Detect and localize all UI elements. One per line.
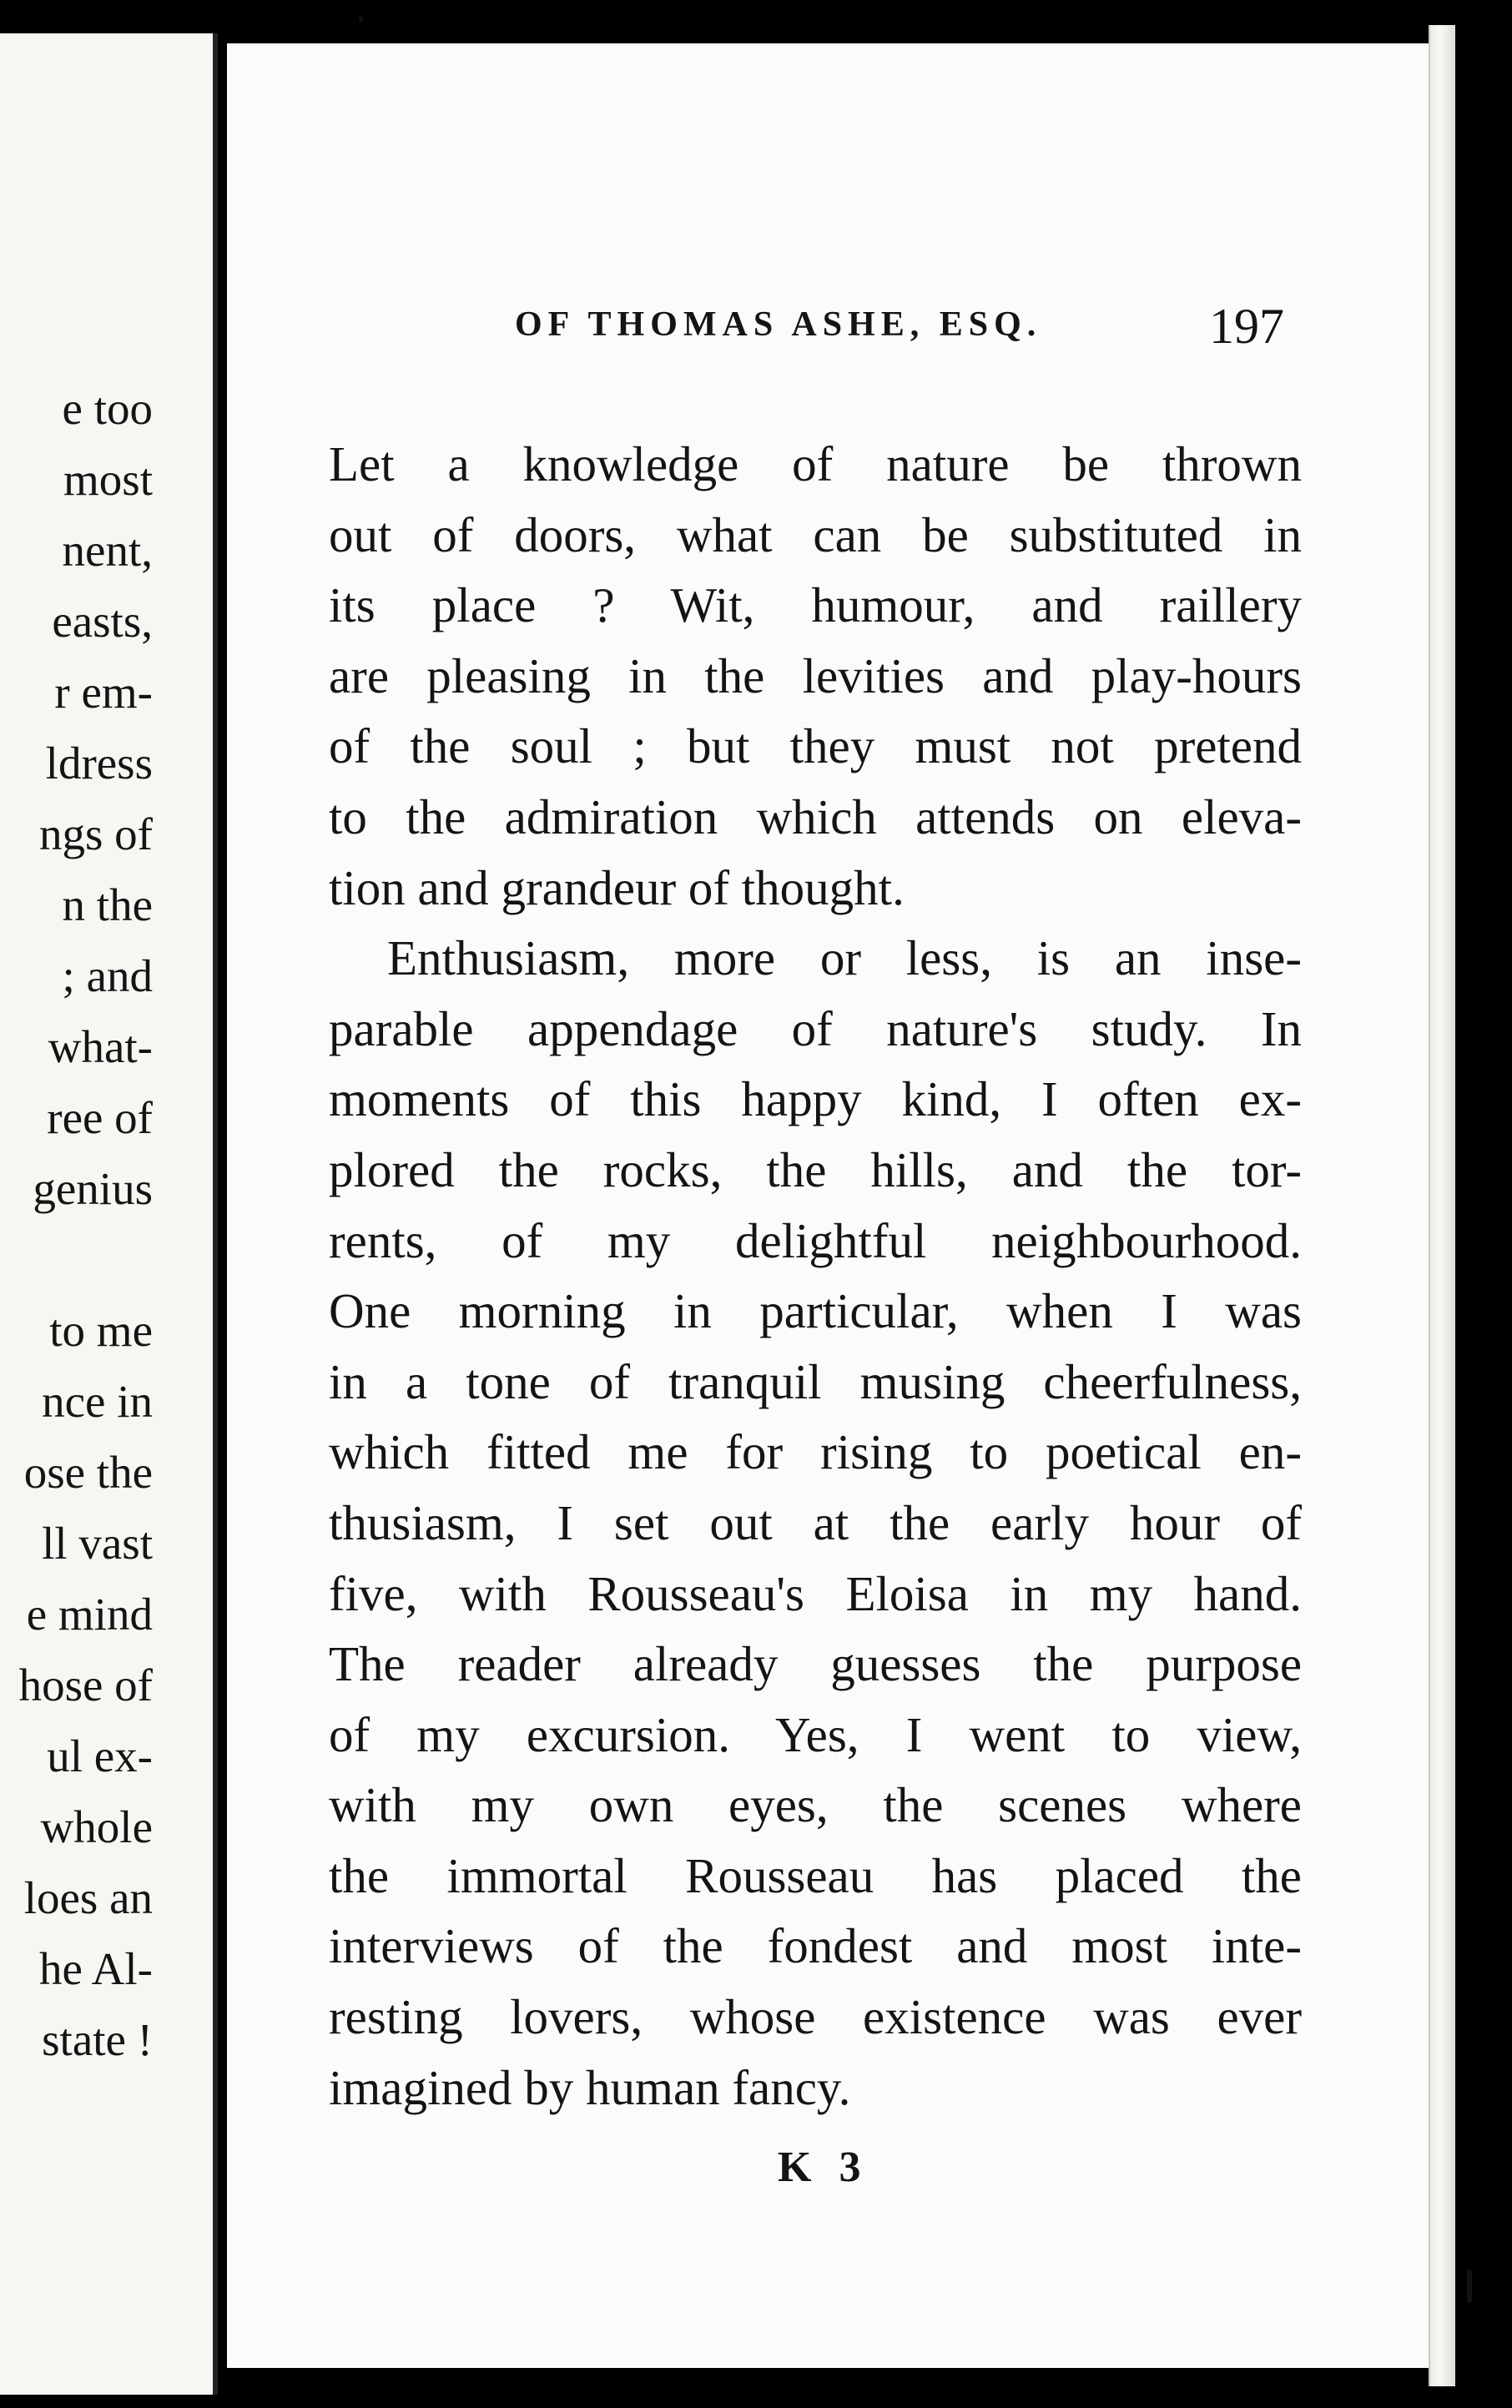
scan-speck	[359, 15, 363, 23]
facing-line: n the	[62, 879, 153, 930]
facing-line: he Al-	[39, 1943, 153, 1994]
text-line: plored the rocks, the hills, and the tor-	[329, 1141, 1302, 1197]
text-line: thusiasm, I set out at the early hour of	[329, 1494, 1302, 1550]
facing-line: hose of	[18, 1660, 153, 1710]
page-number: 197	[1209, 299, 1284, 354]
facing-line: e too	[62, 383, 153, 434]
text-line: are pleasing in the levities and play-hours	[329, 647, 1302, 703]
body-text	[329, 429, 1302, 2123]
facing-line: ldress	[45, 738, 153, 788]
running-head	[227, 298, 1295, 365]
signature-mark: K 3	[778, 2144, 869, 2191]
facing-line: ose the	[23, 1447, 153, 1498]
text-line: of the soul ; but they must not pretend	[329, 718, 1302, 774]
facing-line: state !	[42, 2014, 153, 2065]
book-page	[227, 43, 1429, 2368]
facing-line: r em-	[54, 667, 153, 718]
running-title: OF THOMAS ASHE, ESQ.	[515, 305, 1042, 344]
text-line: out of doors, what can be substituted in	[329, 506, 1302, 562]
text-line: resting lovers, whose existence was ever	[329, 1989, 1302, 2045]
text-line: in a tone of tranquil musing cheerfulness,	[329, 1353, 1302, 1409]
facing-line: most	[63, 454, 153, 505]
paragraph-start-line: Enthusiasm, more or less, is an inse-	[387, 930, 1302, 986]
text-line: the immortal Rousseau has placed the	[329, 1847, 1302, 1903]
facing-line: e mind	[26, 1589, 153, 1640]
facing-line: ul ex-	[47, 1730, 153, 1781]
facing-line: what-	[48, 1021, 153, 1072]
facing-line: to me	[49, 1305, 153, 1356]
facing-line: ll vast	[42, 1518, 153, 1569]
text-line: moments of this happy kind, I often ex-	[329, 1071, 1302, 1127]
facing-line: easts,	[52, 596, 153, 647]
facing-line: ree of	[47, 1092, 153, 1143]
text-line: tion and grandeur of thought.	[329, 859, 905, 915]
facing-line: nce in	[42, 1376, 153, 1427]
text-line: rents, of my delightful neighbourhood.	[329, 1212, 1302, 1268]
text-line: Let a knowledge of nature be thrown	[329, 436, 1302, 491]
text-line: The reader already guesses the purpose	[329, 1636, 1302, 1692]
text-line: parable appendage of nature's study. In	[329, 1000, 1302, 1056]
text-line: of my excursion. Yes, I went to view,	[329, 1706, 1302, 1762]
facing-line: ; and	[62, 950, 153, 1001]
text-line: imagined by human fancy.	[329, 2059, 851, 2115]
text-line: with my own eyes, the scenes where	[329, 1777, 1302, 1833]
text-line: One morning in particular, when I was	[329, 1283, 1302, 1339]
facing-line: genius	[33, 1163, 153, 1214]
facing-line: nent,	[62, 525, 153, 576]
text-line: five, with Rousseau's Eloisa in my hand.	[329, 1565, 1302, 1621]
text-line: its place ? Wit, humour, and raillery	[329, 577, 1302, 633]
page-edge	[1429, 25, 1455, 2386]
text-line: which fitted me for rising to poetical en-	[329, 1424, 1302, 1480]
facing-line: loes an	[23, 1872, 153, 1923]
scan-speck	[1467, 2269, 1472, 2303]
text-line: to the admiration which attends on eleva-	[329, 788, 1302, 844]
facing-page-left	[0, 33, 218, 2395]
text-line: interviews of the fondest and most inte-	[329, 1918, 1302, 1974]
facing-line: whole	[40, 1801, 153, 1852]
facing-line: ngs of	[39, 809, 153, 859]
